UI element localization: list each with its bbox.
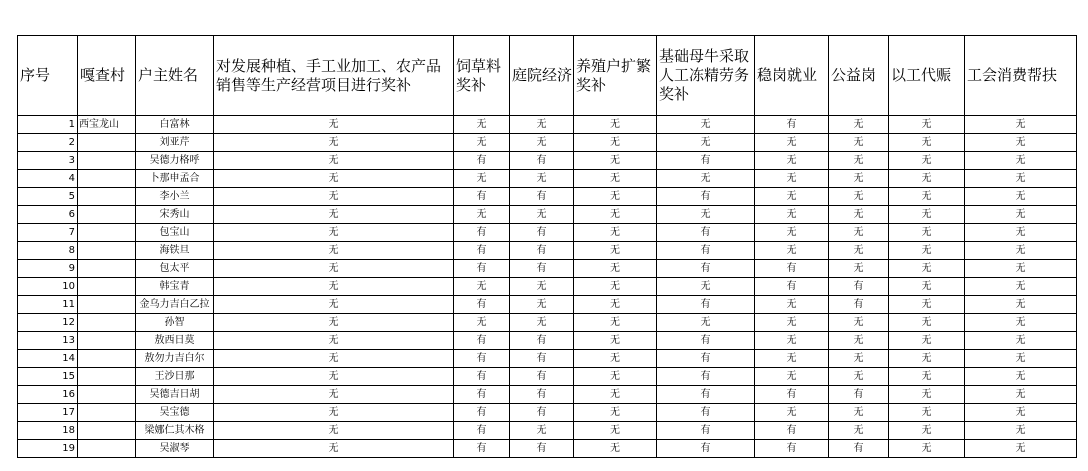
village-cell <box>78 332 136 350</box>
union-consumption-aid-cell: 无 <box>965 386 1077 404</box>
row-index-cell: 4 <box>18 170 78 188</box>
work-relief-cell: 无 <box>889 296 965 314</box>
breeding-expansion-subsidy-cell: 无 <box>574 224 657 242</box>
row-index-cell: 2 <box>18 134 78 152</box>
cow-insemination-subsidy-cell: 无 <box>657 134 755 152</box>
forage-subsidy-cell: 有 <box>454 188 510 206</box>
forage-subsidy-cell: 无 <box>454 116 510 134</box>
work-relief-cell: 无 <box>889 152 965 170</box>
table-row <box>18 422 1077 440</box>
union-consumption-aid-cell: 无 <box>965 170 1077 188</box>
row-index-cell: 16 <box>18 386 78 404</box>
table-row <box>18 296 1077 314</box>
header-stable-employment: 稳岗就业 <box>755 36 829 116</box>
cow-insemination-subsidy-cell: 有 <box>657 332 755 350</box>
row-index-cell: 3 <box>18 152 78 170</box>
row-index-cell: 17 <box>18 404 78 422</box>
work-relief-cell: 无 <box>889 350 965 368</box>
stable-employment-cell: 有 <box>755 440 829 458</box>
table-row <box>18 350 1077 368</box>
production-subsidy-cell: 无 <box>214 314 454 332</box>
stable-employment-cell: 无 <box>755 224 829 242</box>
union-consumption-aid-cell: 无 <box>965 296 1077 314</box>
row-index-cell: 11 <box>18 296 78 314</box>
public-welfare-job-cell: 无 <box>829 332 889 350</box>
work-relief-cell: 无 <box>889 422 965 440</box>
village-cell <box>78 296 136 314</box>
forage-subsidy-cell: 有 <box>454 332 510 350</box>
production-subsidy-cell: 无 <box>214 422 454 440</box>
forage-subsidy-cell: 有 <box>454 260 510 278</box>
village-cell: 西宝龙山 <box>78 116 136 134</box>
work-relief-cell: 无 <box>889 134 965 152</box>
table-row <box>18 386 1077 404</box>
cow-insemination-subsidy-cell: 无 <box>657 116 755 134</box>
row-index-cell: 8 <box>18 242 78 260</box>
production-subsidy-cell: 无 <box>214 170 454 188</box>
row-index-cell: 6 <box>18 206 78 224</box>
breeding-expansion-subsidy-cell: 无 <box>574 116 657 134</box>
production-subsidy-cell: 无 <box>214 134 454 152</box>
public-welfare-job-cell: 无 <box>829 206 889 224</box>
village-cell <box>78 440 136 458</box>
cow-insemination-subsidy-cell: 有 <box>657 368 755 386</box>
production-subsidy-cell: 无 <box>214 206 454 224</box>
header-forage-subsidy: 饲草料奖补 <box>454 36 510 116</box>
table-row <box>18 332 1077 350</box>
courtyard-economy-cell: 无 <box>510 422 574 440</box>
row-index-cell: 15 <box>18 368 78 386</box>
row-index-cell: 10 <box>18 278 78 296</box>
village-cell <box>78 224 136 242</box>
public-welfare-job-cell: 无 <box>829 116 889 134</box>
householder-name-cell: 李小兰 <box>136 188 214 206</box>
village-cell <box>78 386 136 404</box>
householder-name-cell: 白富林 <box>136 116 214 134</box>
table-row <box>18 170 1077 188</box>
stable-employment-cell: 无 <box>755 188 829 206</box>
row-index-cell: 13 <box>18 332 78 350</box>
production-subsidy-cell: 无 <box>214 152 454 170</box>
table-row <box>18 440 1077 458</box>
householder-name-cell: 吴德吉日胡 <box>136 386 214 404</box>
header-courtyard-economy: 庭院经济 <box>510 36 574 116</box>
public-welfare-job-cell: 无 <box>829 350 889 368</box>
cow-insemination-subsidy-cell: 无 <box>657 278 755 296</box>
header-work-relief: 以工代赈 <box>889 36 965 116</box>
village-cell <box>78 206 136 224</box>
courtyard-economy-cell: 有 <box>510 404 574 422</box>
village-cell <box>78 134 136 152</box>
public-welfare-job-cell: 无 <box>829 152 889 170</box>
householder-name-cell: 宋秀山 <box>136 206 214 224</box>
union-consumption-aid-cell: 无 <box>965 116 1077 134</box>
stable-employment-cell: 有 <box>755 386 829 404</box>
householder-name-cell: 吴德力格呼 <box>136 152 214 170</box>
forage-subsidy-cell: 无 <box>454 278 510 296</box>
work-relief-cell: 无 <box>889 116 965 134</box>
production-subsidy-cell: 无 <box>214 368 454 386</box>
cow-insemination-subsidy-cell: 有 <box>657 386 755 404</box>
production-subsidy-cell: 无 <box>214 440 454 458</box>
householder-name-cell: 敖勿力吉白尔 <box>136 350 214 368</box>
forage-subsidy-cell: 无 <box>454 314 510 332</box>
production-subsidy-cell: 无 <box>214 350 454 368</box>
village-cell <box>78 350 136 368</box>
householder-name-cell: 吴宝德 <box>136 404 214 422</box>
village-cell <box>78 368 136 386</box>
row-index-cell: 5 <box>18 188 78 206</box>
union-consumption-aid-cell: 无 <box>965 368 1077 386</box>
courtyard-economy-cell: 有 <box>510 440 574 458</box>
header-production-subsidy: 对发展种植、手工业加工、农产品销售等生产经营项目进行奖补 <box>214 36 454 116</box>
public-welfare-job-cell: 无 <box>829 368 889 386</box>
cow-insemination-subsidy-cell: 有 <box>657 404 755 422</box>
breeding-expansion-subsidy-cell: 无 <box>574 206 657 224</box>
householder-name-cell: 包宝山 <box>136 224 214 242</box>
work-relief-cell: 无 <box>889 260 965 278</box>
production-subsidy-cell: 无 <box>214 386 454 404</box>
forage-subsidy-cell: 无 <box>454 134 510 152</box>
union-consumption-aid-cell: 无 <box>965 188 1077 206</box>
breeding-expansion-subsidy-cell: 无 <box>574 440 657 458</box>
breeding-expansion-subsidy-cell: 无 <box>574 260 657 278</box>
union-consumption-aid-cell: 无 <box>965 440 1077 458</box>
public-welfare-job-cell: 无 <box>829 242 889 260</box>
courtyard-economy-cell: 无 <box>510 170 574 188</box>
header-union-consumption-aid: 工会消费帮扶 <box>965 36 1077 116</box>
work-relief-cell: 无 <box>889 332 965 350</box>
breeding-expansion-subsidy-cell: 无 <box>574 278 657 296</box>
header-row <box>18 36 1077 116</box>
header-cow-insemination-subsidy: 基础母牛采取人工冻精劳务奖补 <box>657 36 755 116</box>
stable-employment-cell: 有 <box>755 278 829 296</box>
forage-subsidy-cell: 有 <box>454 368 510 386</box>
production-subsidy-cell: 无 <box>214 116 454 134</box>
work-relief-cell: 无 <box>889 206 965 224</box>
stable-employment-cell: 无 <box>755 404 829 422</box>
union-consumption-aid-cell: 无 <box>965 332 1077 350</box>
courtyard-economy-cell: 有 <box>510 368 574 386</box>
table-row <box>18 116 1077 134</box>
public-welfare-job-cell: 无 <box>829 224 889 242</box>
cow-insemination-subsidy-cell: 有 <box>657 242 755 260</box>
stable-employment-cell: 有 <box>755 116 829 134</box>
forage-subsidy-cell: 无 <box>454 170 510 188</box>
work-relief-cell: 无 <box>889 188 965 206</box>
union-consumption-aid-cell: 无 <box>965 206 1077 224</box>
stable-employment-cell: 无 <box>755 368 829 386</box>
village-cell <box>78 152 136 170</box>
work-relief-cell: 无 <box>889 224 965 242</box>
householder-name-cell: 韩宝青 <box>136 278 214 296</box>
work-relief-cell: 无 <box>889 242 965 260</box>
public-welfare-job-cell: 有 <box>829 440 889 458</box>
public-welfare-job-cell: 无 <box>829 422 889 440</box>
breeding-expansion-subsidy-cell: 无 <box>574 350 657 368</box>
header-public-welfare-job: 公益岗 <box>829 36 889 116</box>
forage-subsidy-cell: 有 <box>454 404 510 422</box>
row-index-cell: 19 <box>18 440 78 458</box>
cow-insemination-subsidy-cell: 有 <box>657 296 755 314</box>
breeding-expansion-subsidy-cell: 无 <box>574 170 657 188</box>
breeding-expansion-subsidy-cell: 无 <box>574 188 657 206</box>
breeding-expansion-subsidy-cell: 无 <box>574 314 657 332</box>
village-cell <box>78 188 136 206</box>
forage-subsidy-cell: 有 <box>454 422 510 440</box>
row-index-cell: 7 <box>18 224 78 242</box>
union-consumption-aid-cell: 无 <box>965 350 1077 368</box>
work-relief-cell: 无 <box>889 386 965 404</box>
table-body <box>18 116 1077 458</box>
table-row <box>18 278 1077 296</box>
table-row <box>18 206 1077 224</box>
production-subsidy-cell: 无 <box>214 296 454 314</box>
courtyard-economy-cell: 无 <box>510 116 574 134</box>
householder-name-cell: 海铁旦 <box>136 242 214 260</box>
village-cell <box>78 404 136 422</box>
table-row <box>18 188 1077 206</box>
householder-name-cell: 敖西日莫 <box>136 332 214 350</box>
table-row <box>18 314 1077 332</box>
forage-subsidy-cell: 有 <box>454 152 510 170</box>
stable-employment-cell: 无 <box>755 296 829 314</box>
courtyard-economy-cell: 无 <box>510 296 574 314</box>
cow-insemination-subsidy-cell: 有 <box>657 422 755 440</box>
work-relief-cell: 无 <box>889 440 965 458</box>
cow-insemination-subsidy-cell: 无 <box>657 206 755 224</box>
courtyard-economy-cell: 有 <box>510 152 574 170</box>
forage-subsidy-cell: 有 <box>454 224 510 242</box>
stable-employment-cell: 有 <box>755 422 829 440</box>
householder-name-cell: 卜那申孟合 <box>136 170 214 188</box>
breeding-expansion-subsidy-cell: 无 <box>574 134 657 152</box>
cow-insemination-subsidy-cell: 有 <box>657 188 755 206</box>
table-row <box>18 224 1077 242</box>
production-subsidy-cell: 无 <box>214 278 454 296</box>
table-row <box>18 368 1077 386</box>
village-cell <box>78 260 136 278</box>
stable-employment-cell: 无 <box>755 170 829 188</box>
village-cell <box>78 422 136 440</box>
union-consumption-aid-cell: 无 <box>965 314 1077 332</box>
row-index-cell: 12 <box>18 314 78 332</box>
union-consumption-aid-cell: 无 <box>965 134 1077 152</box>
householder-name-cell: 梁娜仁其木格 <box>136 422 214 440</box>
householder-name-cell: 金乌力吉白乙拉 <box>136 296 214 314</box>
courtyard-economy-cell: 有 <box>510 386 574 404</box>
cow-insemination-subsidy-cell: 无 <box>657 170 755 188</box>
stable-employment-cell: 无 <box>755 134 829 152</box>
row-index-cell: 14 <box>18 350 78 368</box>
courtyard-economy-cell: 无 <box>510 134 574 152</box>
table-row <box>18 152 1077 170</box>
row-index-cell: 18 <box>18 422 78 440</box>
village-cell <box>78 242 136 260</box>
forage-subsidy-cell: 有 <box>454 296 510 314</box>
header-index: 序号 <box>18 36 78 116</box>
production-subsidy-cell: 无 <box>214 260 454 278</box>
public-welfare-job-cell: 无 <box>829 404 889 422</box>
work-relief-cell: 无 <box>889 404 965 422</box>
production-subsidy-cell: 无 <box>214 188 454 206</box>
forage-subsidy-cell: 有 <box>454 386 510 404</box>
householder-name-cell: 吴淑琴 <box>136 440 214 458</box>
household-subsidy-table <box>17 35 1077 458</box>
forage-subsidy-cell: 无 <box>454 206 510 224</box>
header-village: 嘎查村 <box>78 36 136 116</box>
courtyard-economy-cell: 有 <box>510 332 574 350</box>
work-relief-cell: 无 <box>889 314 965 332</box>
union-consumption-aid-cell: 无 <box>965 152 1077 170</box>
production-subsidy-cell: 无 <box>214 332 454 350</box>
courtyard-economy-cell: 无 <box>510 278 574 296</box>
breeding-expansion-subsidy-cell: 无 <box>574 332 657 350</box>
public-welfare-job-cell: 无 <box>829 188 889 206</box>
courtyard-economy-cell: 无 <box>510 206 574 224</box>
public-welfare-job-cell: 无 <box>829 260 889 278</box>
village-cell <box>78 170 136 188</box>
production-subsidy-cell: 无 <box>214 224 454 242</box>
table-row <box>18 260 1077 278</box>
householder-name-cell: 王沙日那 <box>136 368 214 386</box>
work-relief-cell: 无 <box>889 368 965 386</box>
village-cell <box>78 278 136 296</box>
public-welfare-job-cell: 有 <box>829 278 889 296</box>
stable-employment-cell: 无 <box>755 206 829 224</box>
header-breeding-expansion-subsidy: 养殖户扩繁奖补 <box>574 36 657 116</box>
stable-employment-cell: 无 <box>755 152 829 170</box>
stable-employment-cell: 有 <box>755 260 829 278</box>
union-consumption-aid-cell: 无 <box>965 260 1077 278</box>
union-consumption-aid-cell: 无 <box>965 242 1077 260</box>
cow-insemination-subsidy-cell: 有 <box>657 224 755 242</box>
union-consumption-aid-cell: 无 <box>965 278 1077 296</box>
table-row <box>18 242 1077 260</box>
courtyard-economy-cell: 有 <box>510 260 574 278</box>
production-subsidy-cell: 无 <box>214 404 454 422</box>
public-welfare-job-cell: 有 <box>829 386 889 404</box>
table-row <box>18 134 1077 152</box>
stable-employment-cell: 无 <box>755 350 829 368</box>
stable-employment-cell: 无 <box>755 242 829 260</box>
cow-insemination-subsidy-cell: 有 <box>657 350 755 368</box>
stable-employment-cell: 无 <box>755 314 829 332</box>
breeding-expansion-subsidy-cell: 无 <box>574 296 657 314</box>
union-consumption-aid-cell: 无 <box>965 422 1077 440</box>
forage-subsidy-cell: 有 <box>454 350 510 368</box>
public-welfare-job-cell: 有 <box>829 296 889 314</box>
courtyard-economy-cell: 有 <box>510 350 574 368</box>
forage-subsidy-cell: 有 <box>454 242 510 260</box>
row-index-cell: 9 <box>18 260 78 278</box>
householder-name-cell: 包太平 <box>136 260 214 278</box>
breeding-expansion-subsidy-cell: 无 <box>574 404 657 422</box>
breeding-expansion-subsidy-cell: 无 <box>574 242 657 260</box>
village-cell <box>78 314 136 332</box>
union-consumption-aid-cell: 无 <box>965 224 1077 242</box>
union-consumption-aid-cell: 无 <box>965 404 1077 422</box>
production-subsidy-cell: 无 <box>214 242 454 260</box>
cow-insemination-subsidy-cell: 无 <box>657 314 755 332</box>
breeding-expansion-subsidy-cell: 无 <box>574 368 657 386</box>
courtyard-economy-cell: 无 <box>510 314 574 332</box>
public-welfare-job-cell: 无 <box>829 134 889 152</box>
breeding-expansion-subsidy-cell: 无 <box>574 152 657 170</box>
header-householder-name: 户主姓名 <box>136 36 214 116</box>
stable-employment-cell: 无 <box>755 332 829 350</box>
work-relief-cell: 无 <box>889 170 965 188</box>
householder-name-cell: 孙智 <box>136 314 214 332</box>
courtyard-economy-cell: 有 <box>510 224 574 242</box>
cow-insemination-subsidy-cell: 有 <box>657 152 755 170</box>
work-relief-cell: 无 <box>889 278 965 296</box>
householder-name-cell: 刘亚芹 <box>136 134 214 152</box>
cow-insemination-subsidy-cell: 有 <box>657 440 755 458</box>
cow-insemination-subsidy-cell: 有 <box>657 260 755 278</box>
row-index-cell: 1 <box>18 116 78 134</box>
courtyard-economy-cell: 有 <box>510 242 574 260</box>
breeding-expansion-subsidy-cell: 无 <box>574 386 657 404</box>
public-welfare-job-cell: 无 <box>829 170 889 188</box>
forage-subsidy-cell: 有 <box>454 440 510 458</box>
public-welfare-job-cell: 无 <box>829 314 889 332</box>
table-row <box>18 404 1077 422</box>
breeding-expansion-subsidy-cell: 无 <box>574 422 657 440</box>
courtyard-economy-cell: 有 <box>510 188 574 206</box>
